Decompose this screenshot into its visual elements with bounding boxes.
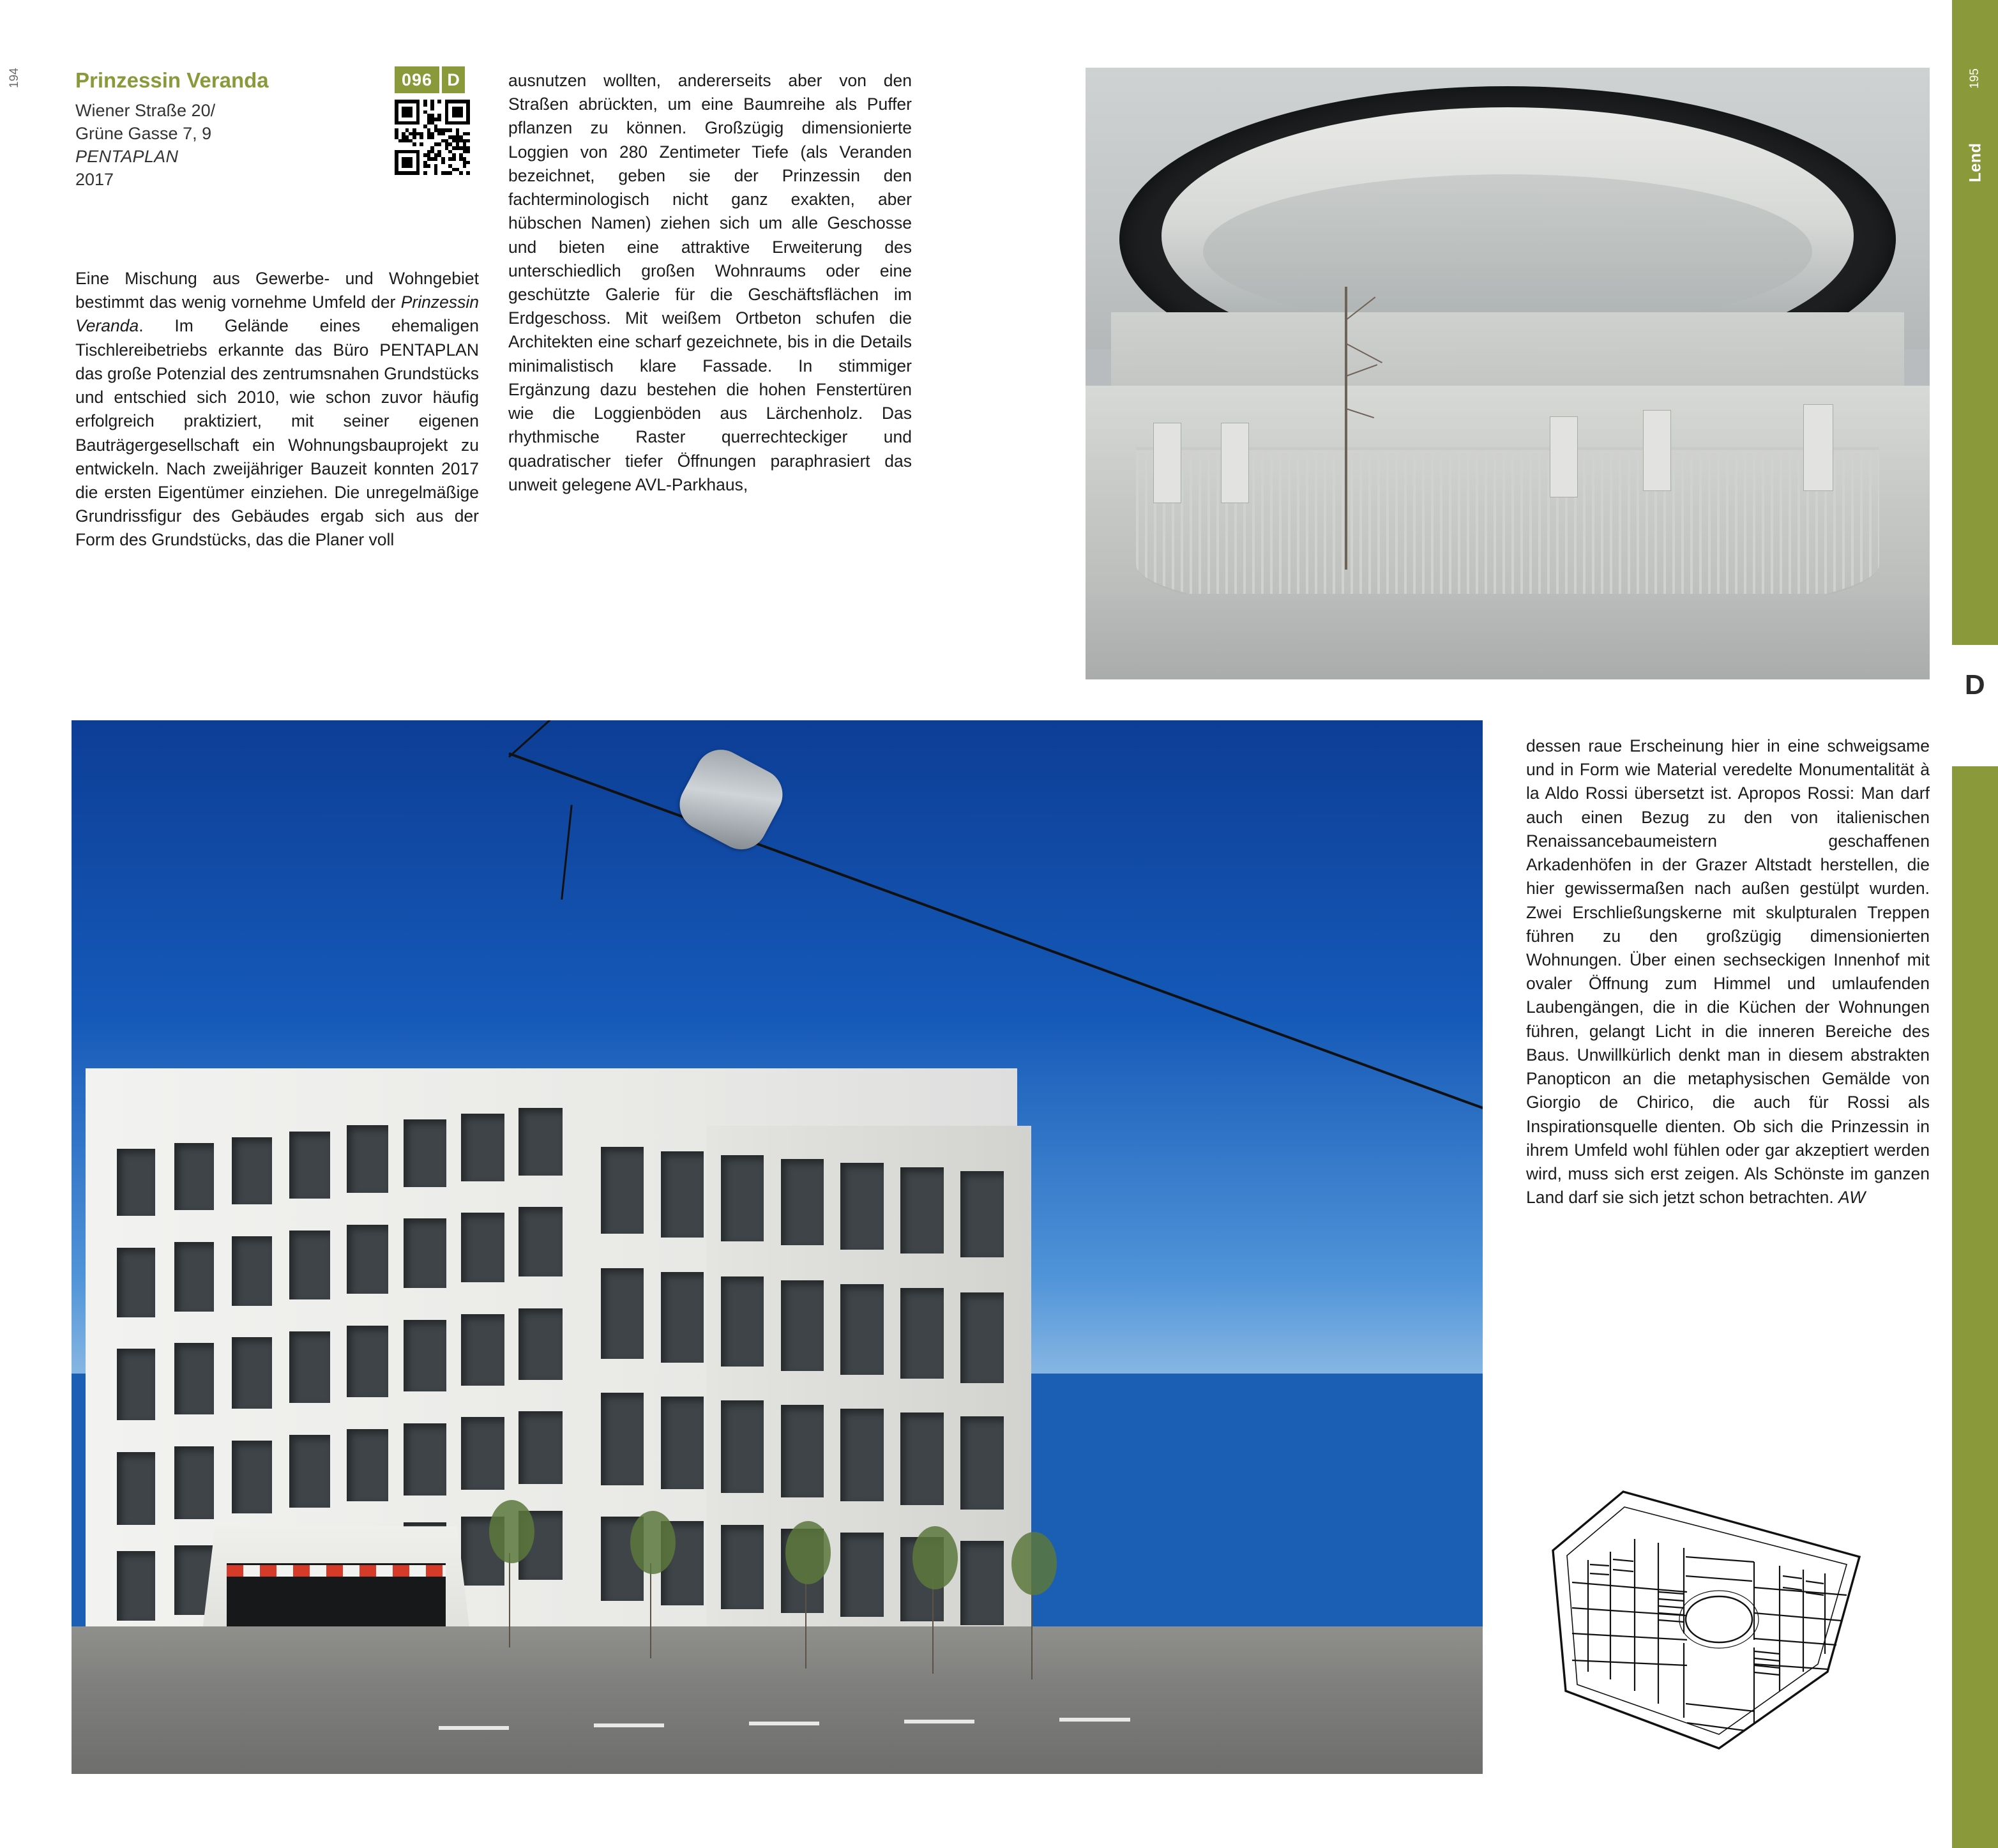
- facade-opening: [289, 1231, 330, 1300]
- tree-branch: [1345, 408, 1374, 418]
- badge-row: [395, 66, 497, 93]
- page-title: Prinzessin Veranda: [75, 68, 269, 92]
- project-index-badge: [395, 66, 497, 175]
- street-tree-crown: [489, 1500, 534, 1563]
- address-line-1: Wiener Straße 20/: [75, 100, 216, 120]
- body-text-3: [1526, 734, 1930, 1209]
- facade-opening: [721, 1400, 764, 1493]
- category-badge: D: [442, 66, 465, 93]
- facade-opening: [232, 1236, 272, 1306]
- facade-opening: [347, 1429, 388, 1502]
- chapter-tab-label: Lend: [1966, 142, 1985, 183]
- atrium-illustration: [1086, 68, 1930, 679]
- facade-opening: [781, 1280, 824, 1371]
- facade-opening: [518, 1411, 563, 1484]
- facade-opening: [289, 1435, 330, 1508]
- facade-opening: [721, 1525, 764, 1609]
- door: [1221, 423, 1249, 504]
- facade-opening: [289, 1331, 330, 1403]
- courtyard-floor: [1086, 594, 1930, 679]
- facade-opening: [404, 1320, 446, 1391]
- facade-opening: [174, 1446, 214, 1519]
- facade-opening: [661, 1151, 704, 1238]
- facade-opening: [900, 1167, 943, 1253]
- facade-opening: [721, 1276, 764, 1367]
- facade-opening: [117, 1149, 156, 1216]
- facade-opening: [840, 1409, 883, 1501]
- street-tree-crown: [1011, 1532, 1057, 1595]
- status-badge: 096: [395, 66, 439, 93]
- body-column-1: [75, 267, 479, 552]
- facade-opening: [347, 1326, 388, 1397]
- project-year: 2017: [75, 170, 114, 190]
- edge-tab-column: [1952, 0, 1998, 1848]
- street-tree-trunk: [650, 1563, 651, 1658]
- facade-opening: [601, 1393, 644, 1485]
- facade-opening: [461, 1314, 504, 1386]
- street-tree-crown: [912, 1526, 958, 1589]
- facade-opening: [117, 1248, 156, 1317]
- facade-opening: [174, 1242, 214, 1312]
- facade-opening: [404, 1218, 446, 1288]
- facade-opening: [232, 1441, 272, 1513]
- facade-opening: [601, 1268, 644, 1359]
- door: [1643, 410, 1671, 491]
- facade-opening: [781, 1405, 824, 1497]
- qr-code-icon[interactable]: [395, 100, 470, 175]
- garage-barrier: [227, 1565, 446, 1577]
- facade-opening: [174, 1343, 214, 1414]
- tree-branch: [1345, 296, 1375, 320]
- facade-opening: [960, 1541, 1003, 1625]
- author-credit: AW: [1838, 1188, 1866, 1208]
- floor-plan-drawing: [1527, 1480, 1911, 1768]
- facade-opening: [518, 1207, 563, 1276]
- door: [1550, 416, 1578, 497]
- facade-opening: [232, 1137, 272, 1205]
- facade-opening: [232, 1337, 272, 1409]
- facade-opening: [461, 1213, 504, 1282]
- door: [1803, 404, 1833, 491]
- road-marking: [749, 1722, 820, 1725]
- facade-opening: [721, 1155, 764, 1241]
- facade-opening: [117, 1349, 156, 1420]
- facade-opening: [601, 1147, 644, 1233]
- street-tree-trunk: [509, 1553, 510, 1648]
- street-tree-trunk: [805, 1574, 806, 1669]
- facade-opening: [661, 1397, 704, 1489]
- floor-plan-svg: [1527, 1480, 1911, 1768]
- body-column-3: [1526, 734, 1930, 1209]
- facade-opening: [960, 1171, 1003, 1257]
- edge-band-bottom: [1952, 766, 1998, 1848]
- facade-opening: [960, 1416, 1003, 1509]
- street-tree-crown: [630, 1511, 676, 1574]
- road-marking: [439, 1726, 510, 1730]
- facade-opening: [840, 1163, 883, 1249]
- facade-opening: [174, 1143, 214, 1211]
- facade-opening: [900, 1288, 943, 1379]
- street-ground: [72, 1626, 1483, 1774]
- facade-opening: [404, 1423, 446, 1496]
- facade-opening: [347, 1125, 388, 1193]
- body-text-3-main: dessen raue Erscheinung hier in eine schweigsame und in Form wie Material veredelte Monumentalität à la Aldo Rossi übersetzt ist. Apropos Rossi: Man darf auch einen Bezug zu den von italienischen Renaissancebaumeistern geschaffenen Arkadenhöfen in der Grazer Altstadt herstellen, die hier gewissermaßen nach außen gestülpt wurden. Zwei Erschließungskerne mit skulpturalen Treppen führen zu den großzügig dimensionierten Wohnungen. Über einen sechseckigen Innenhof mit ovaler Öffnung zum Himmel und umlaufenden Laubengängen, die in die Küchen der Wohnungen führen, gelangt Licht in die inneren Bereiche des Baus. Unwillkürlich denkt man in diesem abstrakten Panopticon an die metaphysischen Gemälde von Giorgio de Chirico, die auch für Rossi als Inspirationsquelle dienten. Ob sich die Prinzessin in ihrem Umfeld wohl fühlen oder gar akzeptiert werden wird, muss sich erst zeigen. Als Schönste im ganzen Land darf sie sich jetzt schon betrachten.: [1526, 736, 1930, 1208]
- road-marking: [1059, 1718, 1130, 1722]
- street-tree-trunk: [932, 1579, 934, 1674]
- facade-opening: [117, 1452, 156, 1525]
- facade-opening: [960, 1292, 1003, 1383]
- tree-branch: [1345, 364, 1377, 377]
- facade-opening: [840, 1533, 883, 1617]
- facade-opening: [781, 1159, 824, 1245]
- street-view-building-photo: [72, 720, 1483, 1774]
- facade-opening: [461, 1114, 504, 1181]
- body-text-1: Eine Mischung aus Gewerbe- und Wohngebiet bestimmt das wenig vornehme Umfeld der Prinzessin Veranda. Im Gelände eines ehemaligen Tischlereibetriebs erkannte das Büro PENTAPLAN das große Potenzial des zentrumsnahen Grundstücks und entschied sich 2010, wie schon zuvor häufig erfolgreich praktiziert, mit seiner eigenen Bauträgergesellschaft ein Wohnungsbauprojekt zu entwickeln. Nach zweijähriger Bauzeit konnten 2017 die ersten Eigentümer einziehen. Die unregelmäßige Grundrissfigur des Gebäudes ergab sich aus der Form des Grundstücks, das die Planer voll: [75, 269, 479, 550]
- facade-opening: [840, 1284, 883, 1375]
- road-marking: [594, 1723, 665, 1727]
- folio-left: 194: [8, 68, 21, 88]
- courtyard-tree: [1280, 165, 1415, 569]
- street-tree-trunk: [1031, 1584, 1033, 1679]
- facade-opening: [661, 1272, 704, 1363]
- street-tree-crown: [785, 1521, 831, 1584]
- road-marking: [904, 1720, 975, 1723]
- facade-opening: [518, 1108, 563, 1176]
- door: [1153, 423, 1181, 504]
- body-text-2: ausnutzen wollten, andererseits aber von den Straßen abrückten, um eine Baumreihe als Puffer pflanzen zu können. Großzügig dimensionierte Loggien von 280 Zentimeter Tiefe (als Veranden bezeichnet, geben sie der Prinzessin den fachterminologisch nicht ganz exakten, aber hübschen Namen) ziehen sich um alle Geschosse und bieten eine attraktive Erweiterung des unterschiedlich großen Wohnraums oder eine geschützte Galerie für die Geschäftsflächen im Erdgeschoss. Mit weißem Ortbeton schufen die Architekten eine scharf gezeichnete, bis in die Details minimalistisch klare Fassade. In stimmiger Ergänzung dazu bestehen die hohen Fenstertüren wie die Loggienböden aus Lärchenholz. Das rhythmische Raster querrechteckiger und quadratischer tiefer Öffnungen paraphrasiert das unweit gelegene AVL-Parkhaus,: [508, 71, 912, 494]
- body-column-2: [508, 69, 912, 497]
- architect-name: PENTAPLAN: [75, 147, 179, 167]
- courtyard-atrium-photo: [1086, 68, 1930, 679]
- facade-opening: [518, 1308, 563, 1380]
- folio-right: 195: [1968, 68, 1981, 89]
- tree-trunk: [1345, 287, 1347, 570]
- facade-opening: [347, 1225, 388, 1294]
- category-letter-tab: D: [1964, 669, 1986, 701]
- facade-opening: [404, 1119, 446, 1187]
- address-line-2: Grüne Gasse 7, 9: [75, 124, 212, 144]
- facade-opening: [900, 1413, 943, 1505]
- tree-branch: [1345, 344, 1382, 364]
- facade-opening: [289, 1132, 330, 1199]
- edge-band-gap: [1952, 645, 1998, 766]
- street-scene-illustration: [72, 720, 1483, 1774]
- facade-opening: [461, 1417, 504, 1490]
- facade-opening: [117, 1551, 156, 1621]
